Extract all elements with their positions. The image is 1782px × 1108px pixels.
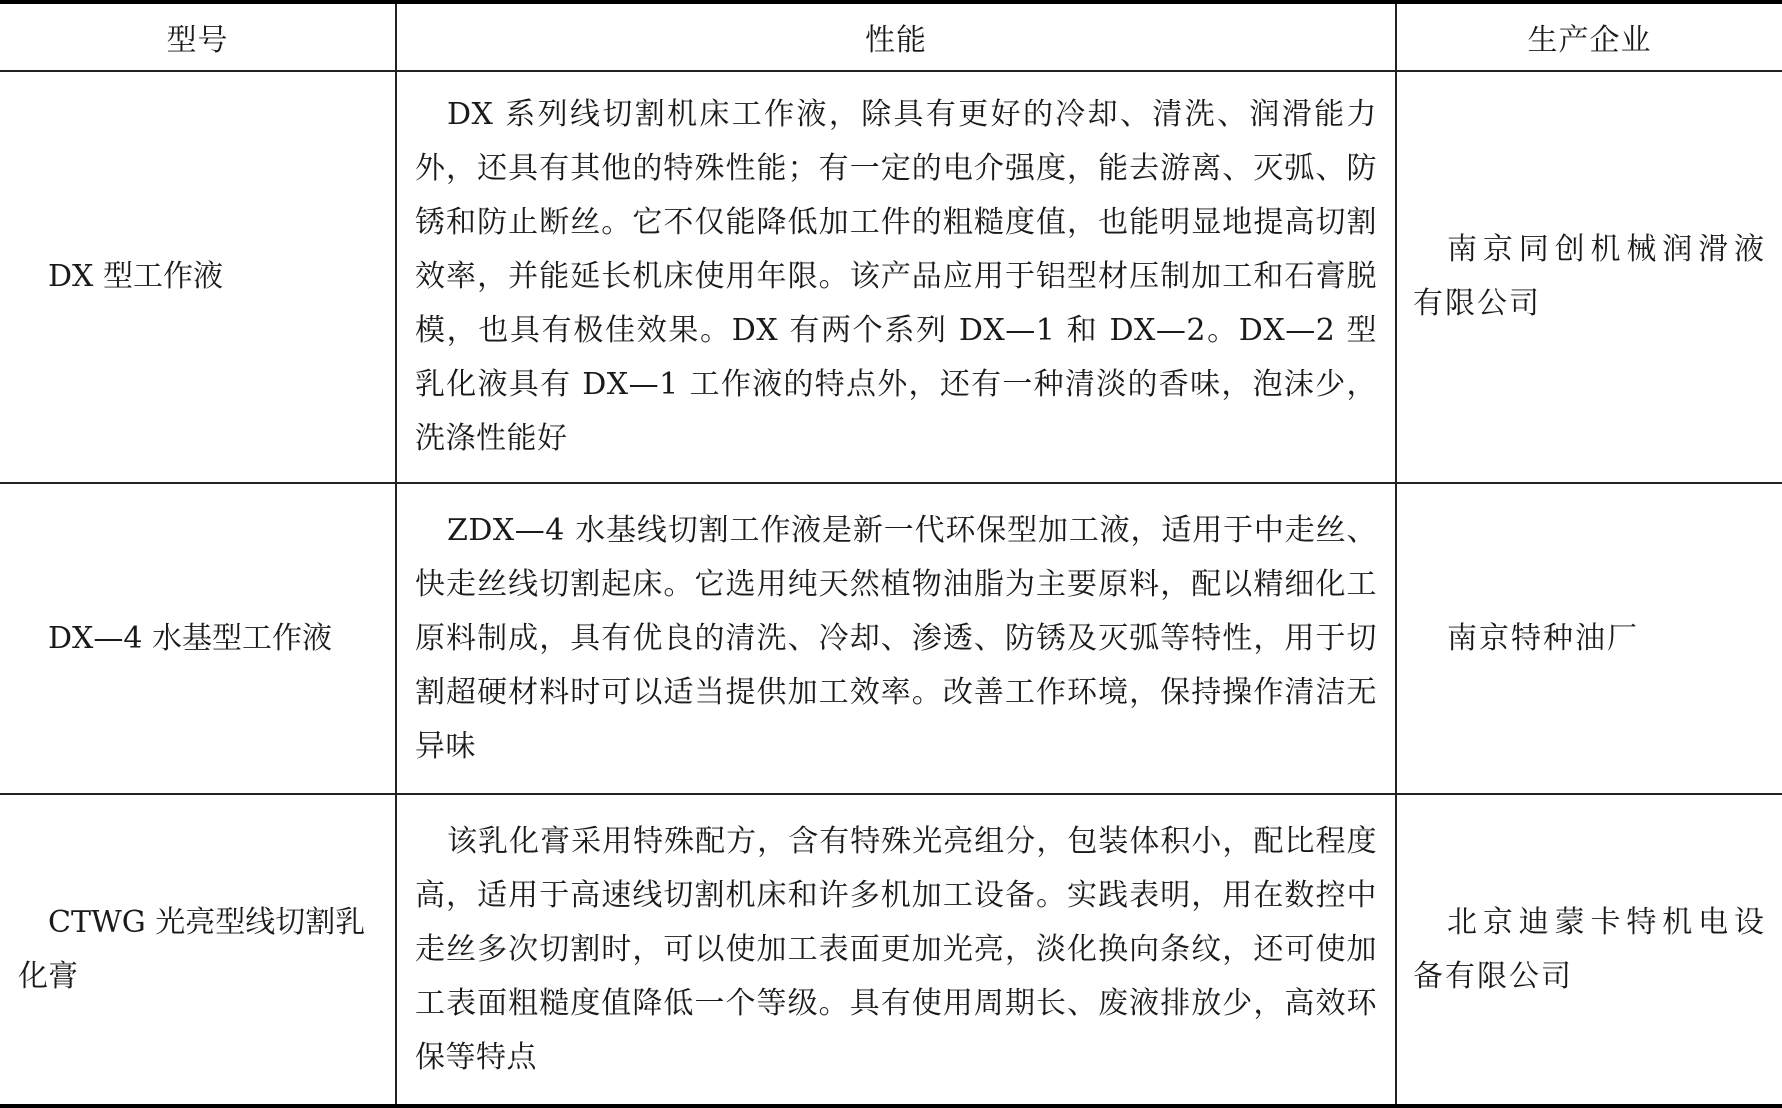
header-model: 型号 — [0, 2, 396, 71]
manufacturer-cell: 北京迪蒙卡特机电设备有限公司 — [1396, 794, 1782, 1106]
header-manufacturer: 生产企业 — [1396, 2, 1782, 71]
table-row — [0, 71, 1782, 483]
performance-cell: 该乳化膏采用特殊配方，含有特殊光亮组分，包装体积小，配比程度高，适用于高速线切割机床和许多机加工设备。实践表明，用在数控中走丝多次切割时，可以使加工表面更加光亮，淡化换向条纹，还可使加工表面粗糙度值降低一个等级。具有使用周期长、废液排放少，高效环保等特点 — [396, 794, 1396, 1106]
performance-cell: ZDX—4 水基线切割工作液是新一代环保型加工液，适用于中走丝、快走丝线切割起床。它选用纯天然植物油脂为主要原料，配以精细化工原料制成，具有优良的清洗、冷却、渗透、防锈及灭弧等特性，用于切割超硬材料时可以适当提供加工效率。改善工作环境，保持操作清洁无异味 — [396, 483, 1396, 794]
model-cell: DX—4 水基型工作液 — [0, 483, 396, 794]
performance-cell: DX 系列线切割机床工作液，除具有更好的冷却、清洗、润滑能力外，还具有其他的特殊性能；有一定的电介强度，能去游离、灭弧、防锈和防止断丝。它不仅能降低加工件的粗糙度值，也能明显地提高切割效率，并能延长机床使用年限。该产品应用于铝型材压制加工和石膏脱模，也具有极佳效果。DX 有两个系列 DX—1 和 DX—2。DX—2 型乳化液具有 DX—1 工作液的特点外，还有一种清淡的香味，泡沫少，洗涤性能好 — [396, 71, 1396, 483]
model-cell: CTWG 光亮型线切割乳化膏 — [0, 794, 396, 1106]
manufacturer-cell: 南京特种油厂 — [1396, 483, 1782, 794]
header-performance: 性能 — [396, 2, 1396, 71]
model-cell: DX 型工作液 — [0, 71, 396, 483]
table-row — [0, 794, 1782, 1106]
table-row — [0, 483, 1782, 794]
table-header-row — [0, 2, 1782, 71]
manufacturer-cell: 南京同创机械润滑液有限公司 — [1396, 71, 1782, 483]
